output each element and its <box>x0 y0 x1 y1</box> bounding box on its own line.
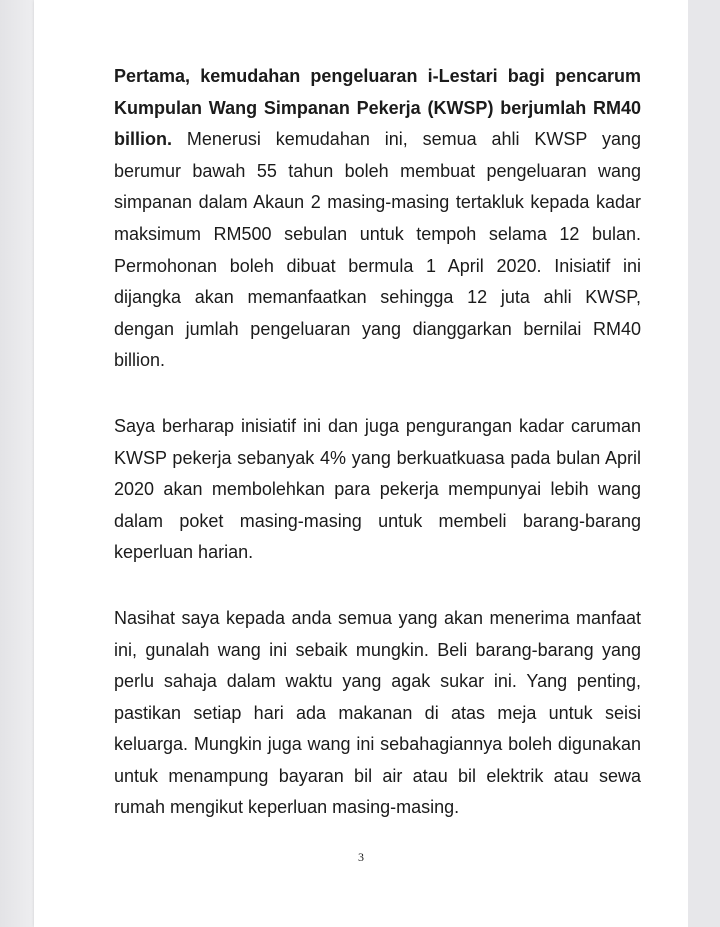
paragraph-2 <box>114 411 641 569</box>
paragraph-3 <box>114 603 641 824</box>
viewer-right-margin <box>688 0 720 927</box>
viewer-left-margin <box>0 0 34 927</box>
paragraph-2-text: Saya berharap inisiatif ini dan juga pengurangan kadar caruman KWSP pekerja sebanyak 4% yang berkuatkuasa pada bulan April 2020 akan membolehkan para pekerja mempunyai lebih wang dalam poket masing-masing untuk membeli barang-barang keperluan harian. <box>114 415 641 563</box>
paragraph-3-text: Nasihat saya kepada anda semua yang akan menerima manfaat ini, gunalah wang ini sebaik mungkin. Beli barang-barang yang perlu sahaja dalam waktu yang agak sukar ini. Yang penting, pastikan setiap hari ada makanan di atas meja untuk seisi keluarga. Mungkin juga wang ini sebahagiannya boleh digunakan untuk menampung bayaran bil air atau bil elektrik atau sewa rumah mengikut keperluan masing-masing. <box>114 607 641 818</box>
paragraph-1-bold-lead: Pertama, kemudahan pengeluaran i-Lestari bagi pencarum Kumpulan Wang Simpanan Pekerja (KWSP) berjumlah RM40 billion. <box>114 66 641 150</box>
paragraph-1-text: Menerusi kemudahan ini, semua ahli KWSP yang berumur bawah 55 tahun boleh membuat pengeluaran wang simpanan dalam Akaun 2 masing-masing tertakluk kepada kadar maksimum RM500 sebulan untuk tempoh selama 12 bulan. Permohonan boleh dibuat bermula 1 April 2020. Inisiatif ini dijangka akan memanfaatkan sehingga 12 juta ahli KWSP, dengan jumlah pengeluaran yang dianggarkan bernilai RM40 billion. <box>114 129 641 371</box>
document-page <box>34 0 688 927</box>
page-content <box>114 61 641 854</box>
page-number: 3 <box>358 850 364 864</box>
paragraph-1 <box>114 61 641 377</box>
